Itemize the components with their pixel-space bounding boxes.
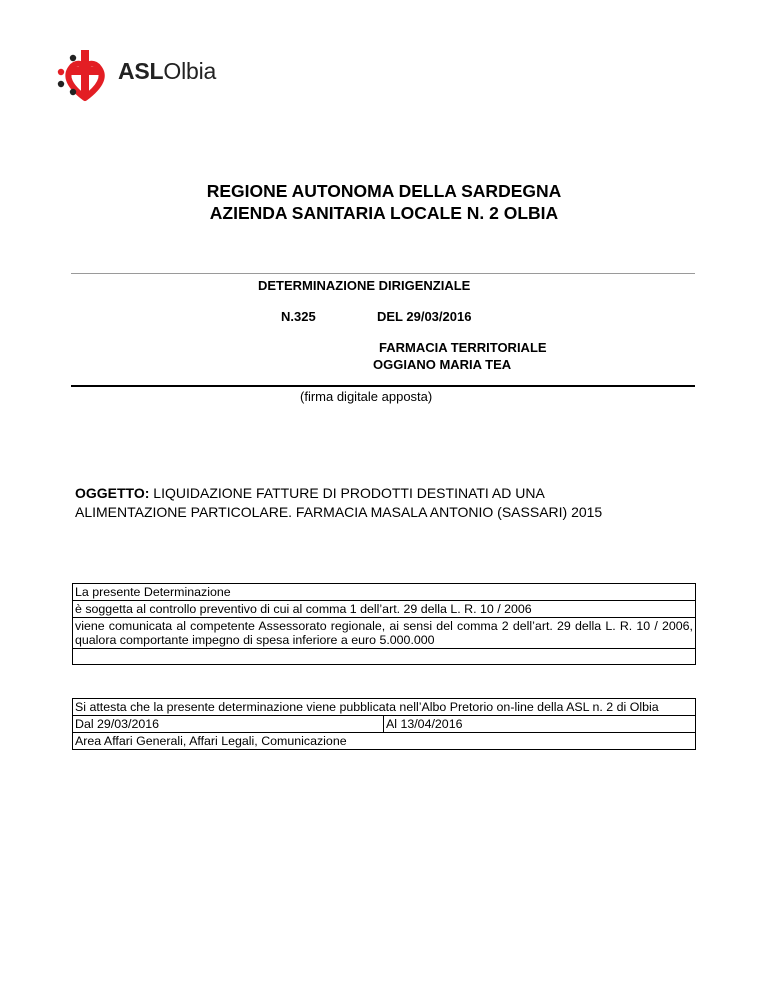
table-row: [73, 699, 696, 716]
pubblicazione-al: Al 13/04/2016: [384, 716, 696, 733]
table-row: [73, 584, 696, 601]
oggetto-text-2: ALIMENTAZIONE PARTICOLARE. FARMACIA MASALA ANTONIO (SASSARI) 2015: [75, 504, 603, 520]
signature-note: (firma digitale apposta): [300, 389, 433, 404]
pubblicazione-dal: Dal 29/03/2016: [73, 716, 384, 733]
asl-logo-icon: [57, 50, 113, 102]
controllo-row-1: La presente Determinazione: [73, 584, 696, 601]
pubblicazione-attestazione: Si attesta che la presente determinazione viene pubblicata nell’Albo Pretorio on-line della ASL n. 2 di Olbia: [73, 699, 696, 716]
controllo-row-3: viene comunicata al competente Assessorato regionale, ai sensi del comma 2 dell’art. 29 della L. R. 10 / 2006, qualora comportante impegno di spesa inferiore a euro 5.000.000: [73, 618, 696, 649]
logo-text: [118, 58, 216, 85]
controllo-table: [72, 583, 696, 665]
oggetto-line-1: [75, 484, 602, 503]
oggetto-section: [75, 484, 602, 522]
table-row: [73, 733, 696, 750]
table-row: [73, 618, 696, 649]
bottom-divider: [71, 385, 695, 387]
determinazione-date: DEL 29/03/2016: [377, 309, 472, 324]
logo-text-bold: ASL: [118, 58, 164, 84]
controllo-row-2: è soggetta al controllo preventivo di cui al comma 1 dell’art. 29 della L. R. 10 / 2006: [73, 601, 696, 618]
table-row: [73, 601, 696, 618]
region-heading: REGIONE AUTONOMA DELLA SARDEGNA: [206, 181, 562, 201]
oggetto-text-1: LIQUIDAZIONE FATTURE DI PRODOTTI DESTINATI AD UNA: [149, 485, 545, 501]
oggetto-label: OGGETTO:: [75, 485, 150, 501]
asl-heading: AZIENDA SANITARIA LOCALE N. 2 OLBIA: [209, 203, 559, 223]
determinazione-title: DETERMINAZIONE DIRIGENZIALE: [258, 278, 471, 293]
pubblicazione-area: Area Affari Generali, Affari Legali, Comunicazione: [73, 733, 696, 750]
determinazione-number: N.325: [281, 309, 316, 324]
table-row: [73, 649, 696, 665]
person-name: OGGIANO MARIA TEA: [373, 357, 512, 372]
controllo-row-4: [73, 649, 696, 665]
pubblicazione-table: [72, 698, 696, 750]
logo-text-regular: Olbia: [163, 58, 217, 84]
table-row: [73, 716, 696, 733]
office-name: FARMACIA TERRITORIALE: [379, 340, 547, 355]
top-divider: [71, 273, 695, 274]
